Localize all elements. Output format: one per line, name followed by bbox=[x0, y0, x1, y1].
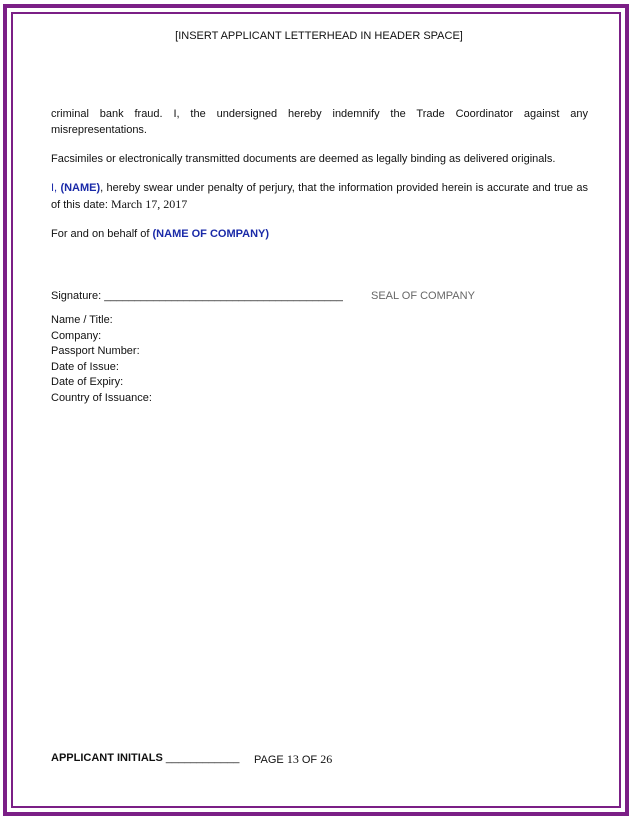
field-country-of-issuance: Country of Issuance: bbox=[51, 391, 152, 404]
seal-placeholder: SEAL OF COMPANY bbox=[371, 290, 475, 302]
page-footer bbox=[51, 752, 333, 766]
oath-paragraph bbox=[51, 180, 588, 213]
behalf-paragraph bbox=[51, 226, 588, 242]
oath-text: , hereby swear under penalty of perjury, that the information provided herein is accurate and true as of this date: bbox=[51, 182, 588, 211]
page-current: 13 bbox=[286, 752, 299, 766]
signature-label: Signature: bbox=[51, 290, 102, 302]
facsimile-paragraph: Facsimiles or electronically transmitted documents are deemed as legally binding as delivered originals. bbox=[51, 153, 556, 165]
signature-row bbox=[51, 290, 343, 302]
oath-date: March 17, 2017 bbox=[110, 197, 188, 211]
page-of: OF bbox=[298, 754, 321, 766]
identity-fields bbox=[51, 313, 152, 406]
signature-line: _______________________________________ bbox=[104, 290, 343, 302]
behalf-prefix: For and on behalf of bbox=[51, 228, 153, 240]
page-number bbox=[254, 752, 332, 767]
page-prefix: PAGE bbox=[254, 754, 287, 766]
field-company: Company: bbox=[51, 329, 102, 342]
field-passport-number: Passport Number: bbox=[51, 345, 140, 357]
indemnity-paragraph: criminal bank fraud. I, the undersigned hereby indemnify the Trade Coordinator against any misrepresentations. bbox=[51, 108, 588, 136]
company-placeholder: (NAME OF COMPANY) bbox=[152, 228, 270, 240]
field-date-of-issue: Date of Issue: bbox=[51, 360, 119, 373]
initials-label: APPLICANT INITIALS bbox=[51, 752, 163, 764]
letterhead-placeholder: [INSERT APPLICANT LETTERHEAD IN HEADER SPACE] bbox=[175, 30, 463, 42]
name-placeholder: (NAME) bbox=[60, 182, 101, 194]
field-date-of-expiry: Date of Expiry: bbox=[51, 376, 124, 388]
document-body bbox=[51, 106, 588, 255]
page-total: 26 bbox=[320, 752, 333, 766]
oath-prefix: I, bbox=[51, 182, 61, 194]
field-name-title: Name / Title: bbox=[51, 314, 113, 326]
initials-line: ____________ bbox=[165, 752, 240, 764]
